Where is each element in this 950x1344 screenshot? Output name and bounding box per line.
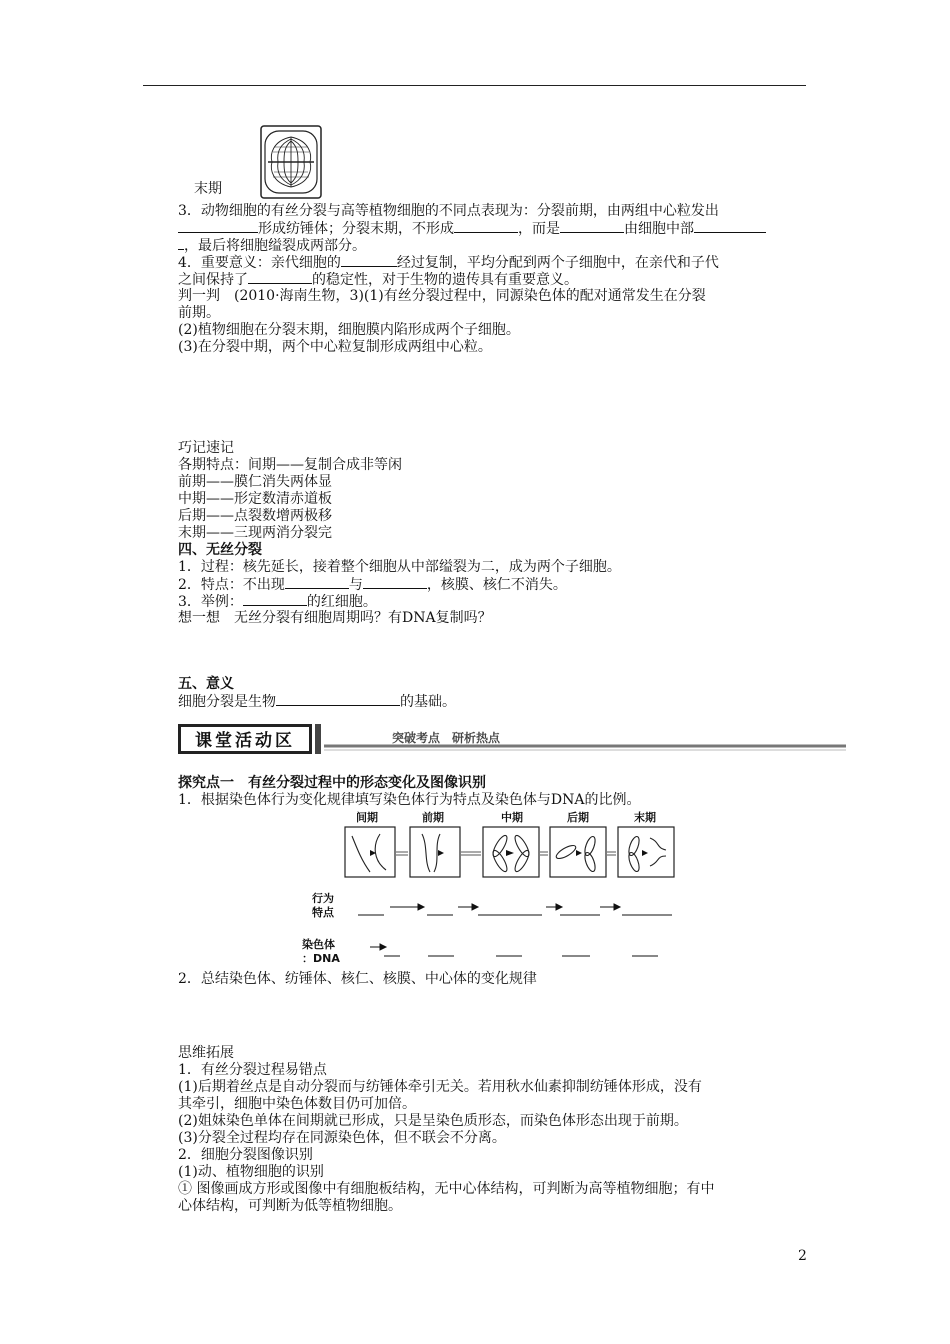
header-rule	[143, 85, 806, 86]
text-line: (1)动、植物细胞的识别	[178, 1164, 324, 1180]
section-heading: 巧记速记	[178, 440, 234, 456]
text-line: (3)在分裂中期，两个中心粒复制形成两组中心粒。	[178, 339, 492, 355]
mitosis-phase-diagram	[300, 806, 680, 964]
page-number: 2	[798, 1248, 807, 1264]
text-line: 1．过程：核先延长，接着整个细胞从中部缢裂为二，成为两个子细胞。	[178, 559, 621, 575]
text-line: 想一想 无丝分裂有细胞周期吗？有DNA复制吗？	[178, 610, 492, 626]
text-line: 3．动物细胞的有丝分裂与高等植物细胞的不同点表现为：分裂前期，由两组中心粒发出	[178, 203, 719, 219]
text-line: 前期。	[178, 305, 220, 321]
section-heading: 探究点一 有丝分裂过程中的形态变化及图像识别	[178, 775, 486, 791]
text-line: ，最后将细胞缢裂成两部分。	[178, 237, 366, 255]
text-line: (2)姐妹染色单体在间期就已形成，只是呈染色质形态，而染色体形态出现于前期。	[178, 1113, 688, 1129]
text-line: 之间保持了 的稳定性，对于生物的遗传具有重要意义。	[178, 272, 578, 288]
phase-label-anaphase: 后期	[567, 811, 589, 824]
text-line: 4．重要意义：亲代细胞的 经过复制，平均分配到两个子细胞中，在亲代和子代	[178, 255, 719, 271]
arrow	[396, 852, 408, 855]
section-heading: 四、无丝分裂	[178, 542, 262, 558]
arrow	[540, 852, 548, 855]
text-line: 各期特点：间期——复制合成非等闲	[178, 457, 402, 473]
text-line: 判一判 (2010·海南生物，3)(1)有丝分裂过程中，同源染色体的配对通常发生在分裂	[178, 288, 706, 304]
row-label-ratio: 染色体	[302, 938, 335, 951]
banner-title: 课堂活动区	[195, 731, 295, 751]
phase-label-telophase: 末期	[634, 811, 656, 824]
phase-label-interphase: 间期	[356, 811, 378, 824]
text-line: 前期——膜仁消失两体显	[178, 474, 332, 490]
text-line: 2．总结染色体、纺锤体、核仁、核膜、中心体的变化规律	[178, 971, 537, 987]
text-line: 细胞分裂是生物 的基础。	[178, 694, 456, 710]
phase-label-metaphase: 中期	[501, 811, 523, 824]
row-label-ratio: ：DNA	[302, 952, 340, 964]
arrow	[607, 852, 616, 855]
telophase-label: 末期	[194, 181, 222, 197]
text-line: (2)植物细胞在分裂末期，细胞膜内陷形成两个子细胞。	[178, 322, 520, 338]
text-line: 1．根据染色体行为变化规律填写染色体行为特点及染色体与DNA的比例。	[178, 792, 641, 808]
text-line: 2．细胞分裂图像识别	[178, 1147, 313, 1163]
telophase-cell-illustration	[260, 125, 322, 199]
text-line: 心体结构，可判断为低等植物细胞。	[178, 1198, 402, 1214]
text-line: (1)后期着丝点是自动分裂而与纺锤体牵引无关。若用秋水仙素抑制纺锤体形成，没有	[178, 1079, 702, 1095]
text-line: (3)分裂全过程均存在同源染色体，但不联会不分离。	[178, 1130, 506, 1146]
text-line: 1．有丝分裂过程易错点	[178, 1062, 327, 1078]
text-line: 末期——三现两消分裂完	[178, 525, 332, 541]
text-line: 其牵引，细胞中染色体数目仍可加倍。	[178, 1096, 416, 1112]
phase-label-prophase: 前期	[422, 811, 444, 824]
banner-subtitle: 突破考点 研析热点	[392, 731, 501, 745]
text-line: ① 图像画成方形或图像中有细胞板结构，无中心体结构，可判断为高等植物细胞；有中	[178, 1181, 715, 1197]
section-banner	[178, 722, 848, 758]
section-heading: 思维拓展	[178, 1045, 234, 1061]
text-line: 中期——形定数清赤道板	[178, 491, 332, 507]
text-line: 3．举例： 的红细胞。	[178, 594, 377, 610]
row-label-behavior: 特点	[312, 906, 334, 919]
arrow	[461, 852, 481, 855]
section-heading: 五、意义	[178, 676, 234, 692]
text-line: 后期——点裂数增两极移	[178, 508, 332, 524]
text-line: 2．特点：不出现 与 ，核膜、核仁不消失。	[178, 577, 567, 593]
row-label-behavior: 行为	[312, 892, 334, 905]
text-line: 形成纺锤体；分裂末期，不形成 ，而是 由细胞中部	[178, 220, 766, 238]
